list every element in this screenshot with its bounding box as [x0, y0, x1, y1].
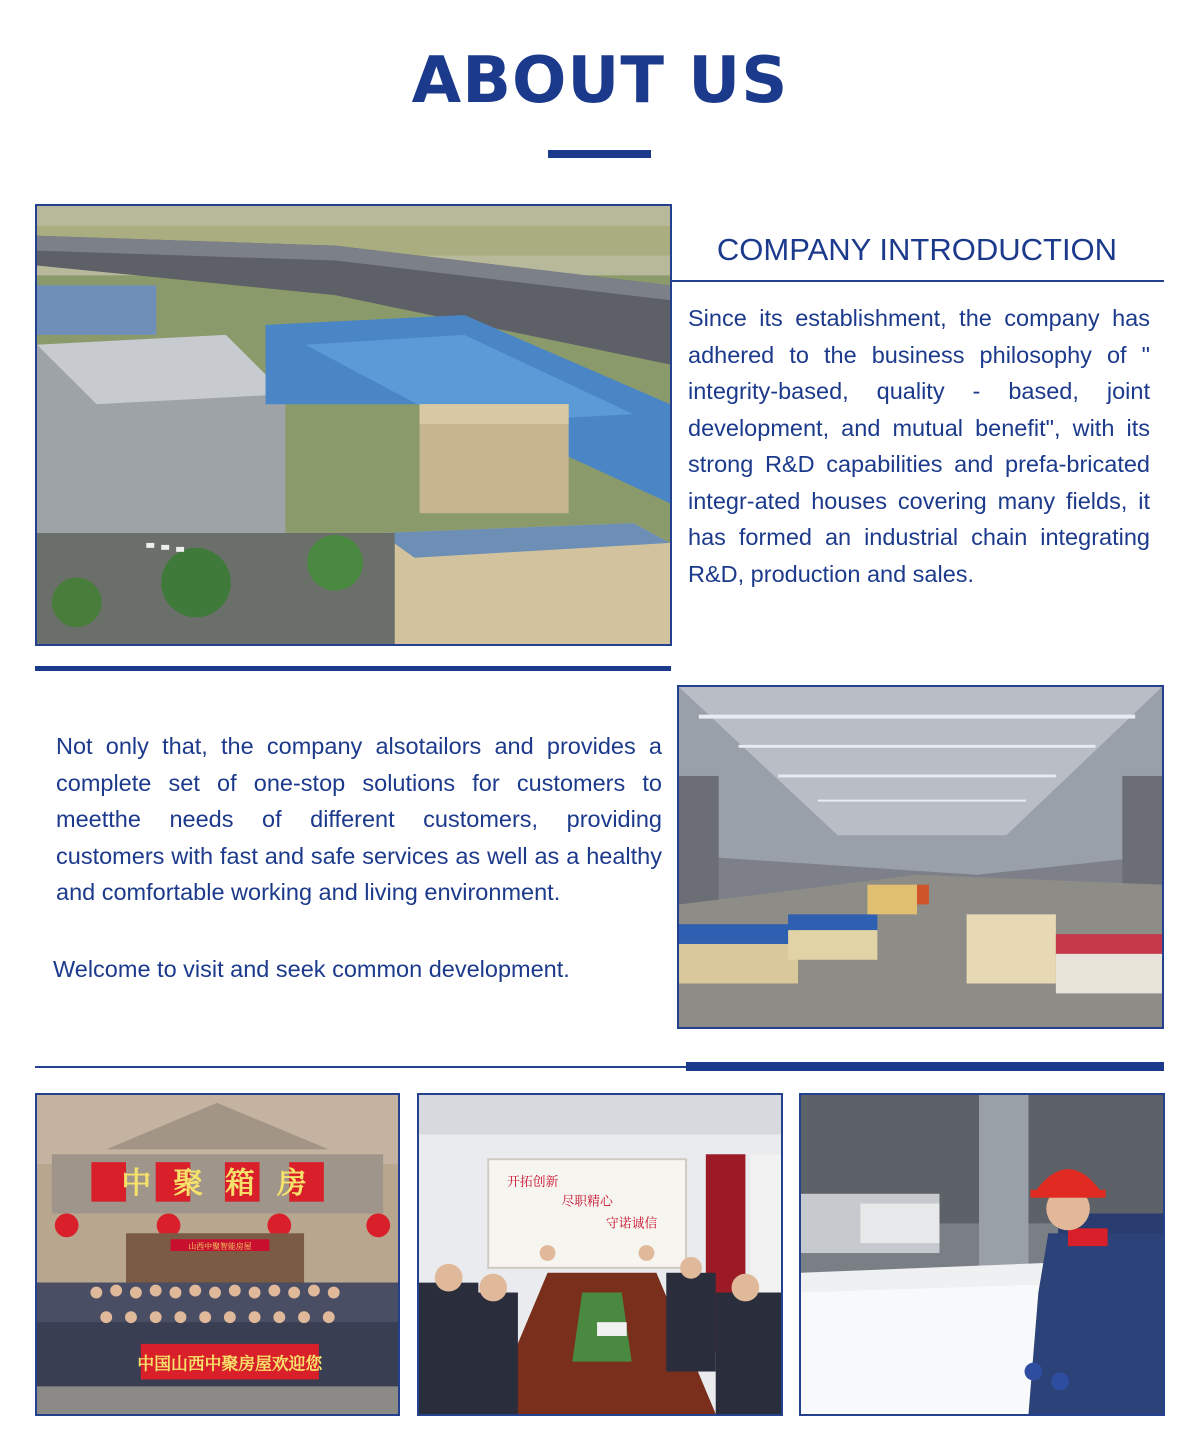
- intro-heading-rule: [672, 280, 1164, 282]
- lower-divider-thin: [35, 1066, 686, 1068]
- section-divider: [35, 666, 671, 671]
- welcome-text: Welcome to visit and seek common development.: [53, 956, 570, 982]
- meeting-wall-2: 尽职精心: [561, 1194, 613, 1210]
- team-sign: 中 聚 箱 房: [121, 1164, 313, 1200]
- meeting-wall-1: 开拓创新: [507, 1174, 559, 1190]
- worker-photo: [799, 1093, 1165, 1416]
- company-intro-heading: COMPANY INTRODUCTION: [716, 232, 1118, 267]
- lower-divider-bold: [686, 1062, 1164, 1071]
- page-title: ABOUT US: [411, 44, 789, 118]
- company-intro-text: Since its establishment, the company has adhered to the business philosophy of " integrity-based, quality - based, joint development, and mutual benefit", with its strong R&D capabilities and prefa-bricated integr-ated houses covering many fields, it has formed an industrial chain integrating R&D, production and sales.: [688, 305, 1150, 587]
- solutions-text: Not only that, the company alsotailors and provides a complete set of one-stop solutions for customers to meetthe needs of different customers, providing customers with fast and safe services as well as a healthy and comfortable working and living environment.: [56, 733, 662, 905]
- title-underline: [548, 150, 651, 158]
- factory-aerial-photo: [35, 204, 672, 646]
- team-banner: 中国山西中聚房屋欢迎您: [137, 1353, 323, 1374]
- warehouse-interior-photo: [677, 685, 1164, 1029]
- meeting-wall-3: 守诺诚信: [605, 1216, 658, 1232]
- team-photo: [35, 1093, 400, 1416]
- meeting-photo: [417, 1093, 783, 1416]
- team-subsign: 山西中聚智能房屋: [188, 1242, 252, 1252]
